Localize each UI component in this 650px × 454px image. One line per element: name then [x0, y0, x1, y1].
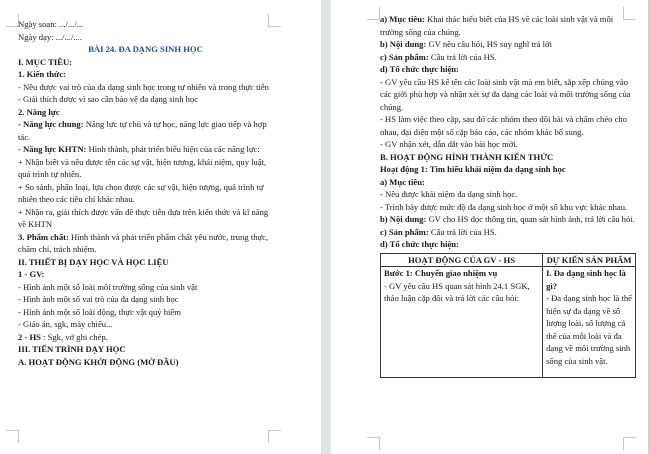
text-line: 1 - GV:: [18, 269, 45, 279]
text-line: Ngày soạn: .../.../...: [18, 19, 84, 29]
text-line: về KHTN: [18, 219, 53, 229]
table-header-expected-product: DỰ KIẾN SẢN PHẨM: [543, 253, 636, 267]
text-line: [380, 51, 640, 64]
text-line: d) Tổ chức thực hiện:: [380, 64, 459, 74]
line-text: Câu trả lời của HS.: [428, 226, 497, 237]
bold-label: - Năng lực chung:: [18, 119, 84, 129]
margin-corner-bottom-right: [268, 430, 281, 443]
text-line: - Hình ảnh một số vai trò của đa dạng sinh học: [18, 294, 179, 304]
cell-line: dạng về môi trường sinh: [546, 343, 631, 353]
text-line: I. MỤC TIÊU:: [18, 56, 73, 67]
cell-line: thảo luận cặp đôi và trả lời các câu hỏi:: [384, 293, 520, 303]
text-line: [380, 38, 640, 51]
line-text: : Sgk, vở ghi chép.: [40, 331, 108, 342]
text-line: [380, 226, 640, 239]
cell-line: gì?: [546, 280, 558, 291]
table-header-row: [381, 253, 636, 267]
text-line: + Nhận ra, giải thích được vấn đề thực tiễn dựa trên kiến thức và kĩ năng: [18, 206, 269, 217]
margin-corner-bottom-left: [367, 437, 380, 450]
text-line: 1. Kiến thức:: [18, 69, 66, 79]
text-line: - Giải thích được vì sao cần bảo vệ đa dạng sinh học: [18, 94, 199, 104]
bold-label: c) Sản phẩm:: [380, 226, 429, 237]
text-line: - HS làm việc theo cặp, sau đó các nhóm theo dõi bài và chấm chéo cho: [380, 114, 627, 124]
text-line: A. HOẠT ĐỘNG KHỞI ĐỘNG (MỞ ĐẦU): [18, 356, 179, 367]
text-line: - GV nhận xét, dẫn dắt vào bài học mới.: [380, 139, 518, 149]
text-line: nhau, đại diện một số cặp báo cáo, các nhóm khác bổ sung.: [380, 126, 584, 137]
text-line: nhiên theo các tiêu chí khác nhau.: [18, 194, 135, 204]
document-page-right: [331, 0, 650, 454]
text-line: Ngày dạy: .../.../....: [18, 31, 82, 42]
text-line: a) Mục tiêu:: [380, 176, 425, 187]
text-line: B. HOẠT ĐỘNG HÌNH THÀNH KIẾN THỨC: [380, 151, 554, 162]
text-line: - Hình ảnh một số loài môi trường sống của sinh vật: [18, 281, 198, 292]
text-line: 2. Năng lực: [18, 106, 60, 117]
cell-line: - GV yêu cầu HS quan sát hình 24.1 SGK,: [384, 280, 530, 291]
left-page-text[interactable]: [18, 18, 273, 368]
text-line: chúng.: [380, 101, 404, 112]
cell-line: I. Đa dạng sinh học là: [546, 268, 626, 278]
text-line: - Giáo án, sgk, máy chiếu...: [18, 319, 113, 329]
text-line: III. TIẾN TRÌNH DẠY HỌC: [18, 344, 126, 354]
text-line: trường sống của chúng.: [380, 26, 461, 37]
margin-corner-top-left: [367, 7, 380, 20]
bold-label: a) Mục tiêu:: [380, 14, 425, 24]
bold-label: - Năng lực KHTN:: [18, 144, 87, 154]
document-page-left: [0, 0, 321, 454]
text-line: quá trình tự nhiên.: [18, 169, 82, 179]
line-text: Hình thành và phát triển phẩm chất yêu nước, trung thực,: [68, 231, 269, 242]
text-line: [18, 143, 273, 156]
table-cell-product[interactable]: [543, 267, 636, 378]
step-label: Bước 1: Chuyển giao nhiệm vụ: [384, 268, 498, 278]
bold-label: b) Nội dung:: [380, 214, 427, 224]
text-line: [18, 118, 273, 131]
text-line: các giới phù hợp và nhận xét sự đa dạng các loài và môi trường sống của: [380, 89, 631, 99]
cell-line: thể của mỗi loài và đa: [546, 330, 622, 341]
right-page-text[interactable]: [380, 13, 640, 378]
cell-line: hiện sự đa dạng về số: [546, 305, 621, 316]
bold-label: c) Sản phẩm:: [380, 51, 429, 62]
margin-corner-bottom-left: [6, 430, 19, 443]
text-line: [380, 213, 640, 226]
text-line: - Nêu được vai trò của đa dạng sinh học trong tự nhiên và trong thực tiễn: [18, 81, 269, 92]
cell-line: lượng loài, số lượng cá: [546, 318, 626, 328]
text-line: + So sánh, phân loại, lựa chọn được các sự vật, hiện tượng, quá trình tự: [18, 181, 264, 192]
text-line: [380, 13, 640, 26]
table-row: [381, 267, 636, 378]
line-text: GV nêu câu hỏi, HS suy nghĩ trả lời: [426, 39, 552, 49]
bold-label: b) Nội dung:: [380, 39, 427, 49]
line-text: Khai thác hiểu biết của HS về các loài sinh vật và môi: [424, 14, 614, 24]
line-text: Hình thành, phát triển biểu hiện của các năng lực:: [86, 144, 260, 154]
text-line: d) Tổ chức thực hiện:: [380, 239, 459, 249]
text-line: II. THIẾT BỊ DẠY HỌC VÀ HỌC LIỆU: [18, 256, 169, 267]
page-gap: [321, 0, 331, 454]
text-line: - GV yêu cầu HS kể tên các loài sinh vật mà em biết, sắp xếp chúng vào: [380, 76, 629, 87]
margin-corner-bottom-right: [623, 437, 636, 450]
text-line: [18, 231, 273, 244]
text-line: - Trình bày được mức độ đa dạng sinh học ở một số khu vực khác nhau.: [380, 201, 628, 212]
cell-line: - Đa dạng sinh học là thể: [546, 293, 632, 303]
text-line: - Nêu được khái niệm đa dạng sinh học.: [380, 189, 518, 199]
text-line: chăm chỉ, trách nhiệm.: [18, 244, 97, 254]
text-line: tác.: [18, 131, 31, 142]
text-line: Hoạt động 1: Tìm hiểu khái niệm đa dạng sinh học: [380, 164, 566, 174]
bold-label: 3. Phẩm chất:: [18, 231, 69, 242]
table-cell-activity[interactable]: [381, 267, 543, 378]
text-line: - Hình ảnh một số loài động, thực vật quý hiếm: [18, 306, 181, 317]
table-header-teacher-activity: HOẠT ĐỘNG CỦA GV - HS: [381, 253, 543, 267]
line-text: GV cho HS đọc thông tin, quan sát hình ảnh, trả lời câu hỏi.: [426, 214, 635, 224]
activity-table[interactable]: [380, 253, 636, 379]
bold-label: 2 - HS: [18, 331, 41, 342]
cell-line: sống của sinh vật.: [546, 355, 608, 366]
line-text: Năng lực tự chủ và tự học, năng lực giao tiếp và hợp: [83, 119, 267, 129]
line-text: Câu trả lời của HS.: [428, 51, 497, 62]
text-line: + Nhận biết và nêu được tên các sự vật, hiện tượng, khái niệm, quy luật,: [18, 156, 267, 167]
text-line: BÀI 24. ĐA DẠNG SINH HỌC: [88, 44, 203, 54]
text-line: [18, 331, 273, 344]
